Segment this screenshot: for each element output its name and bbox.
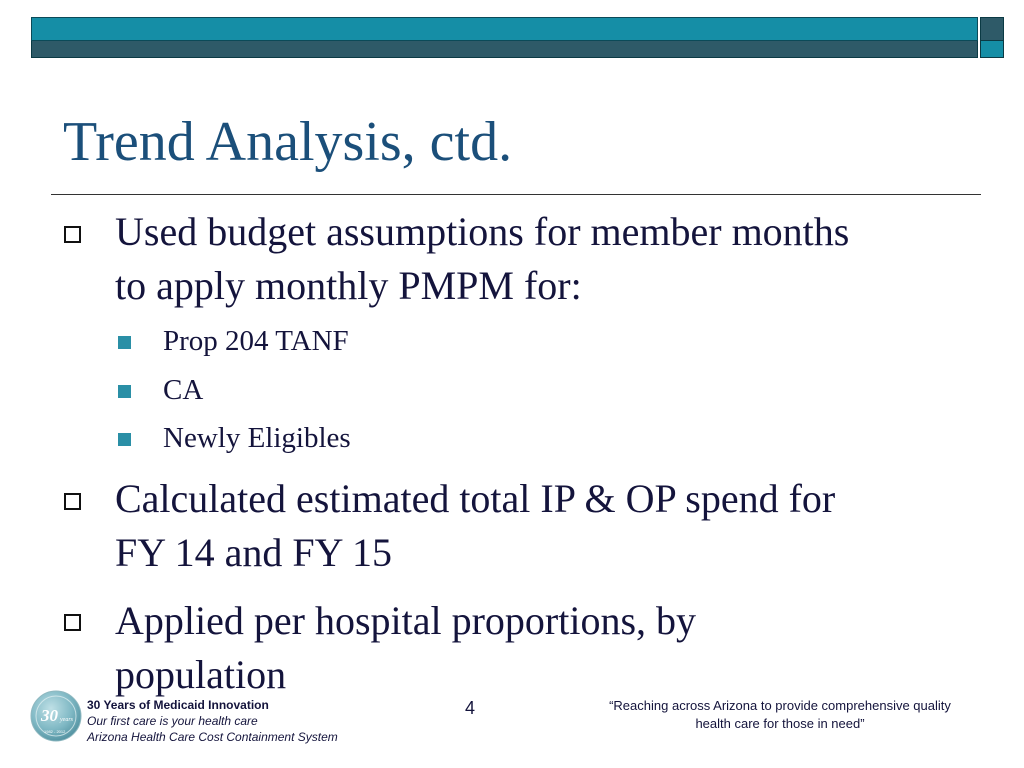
bullet-item-2 (115, 472, 975, 580)
logo-number: 30 (41, 706, 58, 725)
bullet-3-line-2: population (115, 652, 287, 697)
hollow-square-bullet-icon (64, 226, 81, 243)
30-years-logo-icon (30, 690, 82, 742)
bullet-1-line-1: Used budget assumptions for member months (115, 209, 850, 254)
bullet-1-line-2: to apply monthly PMPM for: (115, 263, 582, 308)
slide-title: Trend Analysis, ctd. (63, 111, 513, 173)
header-square-bottom (980, 41, 1004, 58)
sub-item-ca: CA (163, 374, 204, 406)
page-number: 4 (464, 698, 475, 718)
hollow-square-bullet-icon (64, 493, 81, 510)
quote-line-1: “Reaching across Arizona to provide comprehensive quality (609, 698, 951, 713)
footer-org-info (87, 697, 338, 745)
quote-line-2: health care for those in need” (695, 716, 865, 731)
filled-square-bullet-icon (118, 336, 131, 349)
footer-line-2: Our first care is your health care (87, 714, 258, 728)
header-bar-bottom (31, 41, 978, 58)
bullet-item-3 (115, 594, 975, 702)
bullet-item-1 (115, 205, 975, 313)
title-divider (51, 194, 981, 195)
logo-word: years (60, 717, 73, 723)
footer-quote (588, 697, 972, 733)
footer-line-1: 30 Years of Medicaid Innovation (87, 698, 269, 712)
bullet-3-line-1: Applied per hospital proportions, by (115, 598, 697, 643)
bullet-2-line-1: Calculated estimated total IP & OP spend for (115, 476, 836, 521)
header-bar-top (31, 17, 978, 41)
footer-line-3: Arizona Health Care Cost Containment System (87, 730, 338, 744)
filled-square-bullet-icon (118, 433, 131, 446)
header-square-top (980, 17, 1004, 41)
sub-item-prop-204-tanf: Prop 204 TANF (163, 325, 349, 357)
logo-years: 1982 - 2012 (44, 729, 66, 734)
sub-item-newly-eligibles: Newly Eligibles (163, 422, 351, 454)
bullet-2-line-2: FY 14 and FY 15 (115, 530, 393, 575)
filled-square-bullet-icon (118, 385, 131, 398)
hollow-square-bullet-icon (64, 614, 81, 631)
